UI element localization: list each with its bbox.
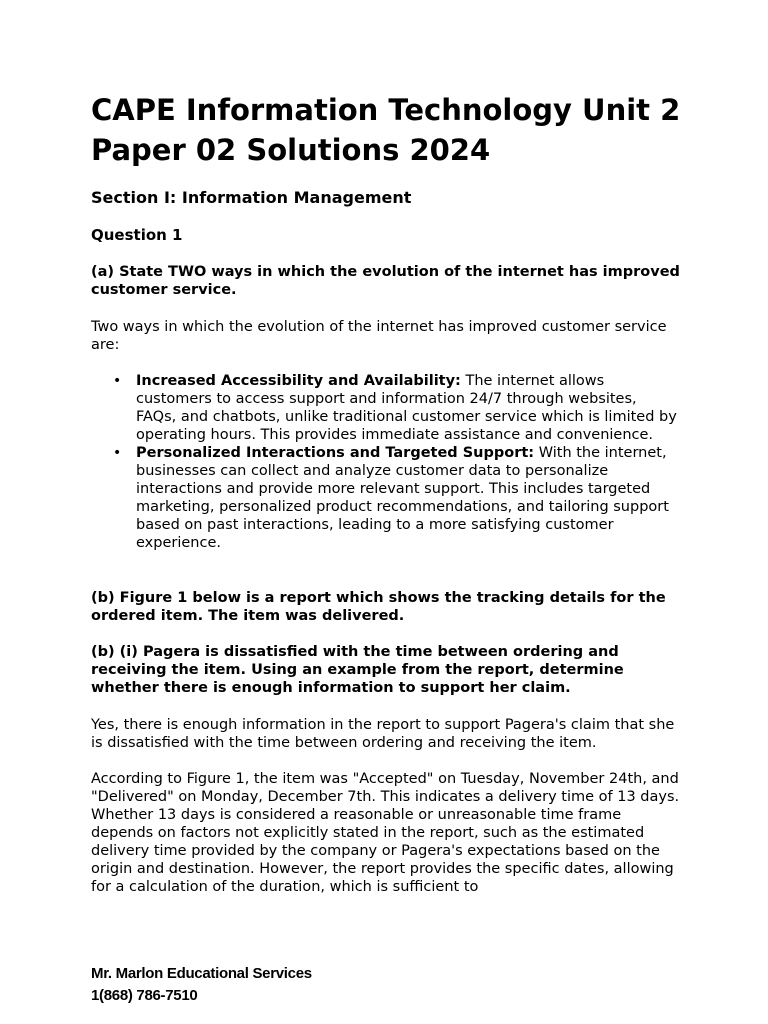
bullet-icon: • [113,373,122,389]
answer-bullet-list [91,372,681,552]
bullet-text: The internet allows customers to access support and information 24/7 through websites, FAQs, and chatbots, unlike traditional customer service which is limited by operating hours. This provides immediate assistance and convenience. [136,373,677,443]
bullet-icon: • [113,445,122,461]
footer-company: Mr. Marlon Educational Services [91,965,312,982]
part-b-i-answer-2: According to Figure 1, the item was "Accepted" on Tuesday, November 24th, and "Delivered" on Monday, December 7th. This indicates a delivery time of 13 days. Whether 13 days is considered a reasonable or unreasonable time frame depends on factors not explicitly stated in the report, such as the estimated delivery time provided by the company or Pagera's expectations based on the origin and destination. However, the report provides the specific dates, allowing for a calculation of the duration, which is sufficient to [91,771,680,895]
bullet-text: With the internet, businesses can collect and analyze customer data to personalize interactions and provide more relevant support. This includes targeted marketing, personalized product recommendations, and tailoring support based on past interactions, leading to a more satisfying customer experience. [136,445,669,551]
list-item [91,444,681,552]
footer-phone: 1(868) 786-7510 [91,987,198,1004]
part-b-i-question: (b) (i) Pagera is dissatisfied with the time between ordering and receiving the item. Using an example from the report, determine whether there is enough information to support her claim. [91,644,624,696]
bullet-lead: Personalized Interactions and Targeted Support: [136,445,535,461]
section-heading: Section I: Information Management [91,188,412,207]
bullet-lead: Increased Accessibility and Availability: [136,373,461,389]
part-b-question: (b) Figure 1 below is a report which shows the tracking details for the ordered item. The item was delivered. [91,590,666,624]
part-a-question: (a) State TWO ways in which the evolution of the internet has improved customer service. [91,264,680,298]
question-label: Question 1 [91,226,183,244]
part-b-i-answer-1: Yes, there is enough information in the report to support Pagera's claim that she is dissatisfied with the time between ordering and receiving the item. [91,717,675,751]
footer [91,963,312,1007]
part-a-intro: Two ways in which the evolution of the internet has improved customer service are: [91,319,667,353]
page-title: CAPE Information Technology Unit 2 Paper 02 Solutions 2024 [91,93,681,167]
list-item [91,372,681,444]
